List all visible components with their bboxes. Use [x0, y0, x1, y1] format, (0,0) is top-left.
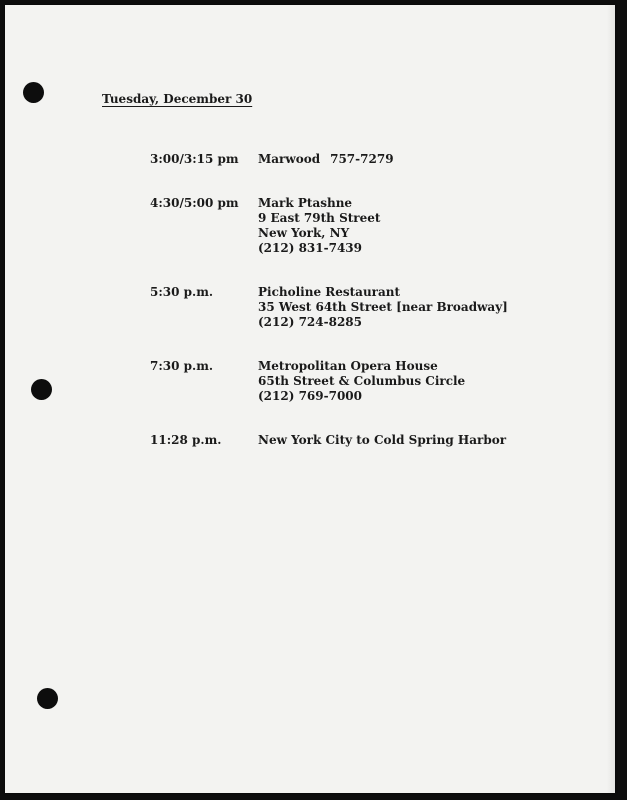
entry-time: 3:00/3:15 pm [150, 152, 239, 166]
entry-line: 35 West 64th Street [near Broadway] [258, 300, 508, 314]
entry-line: (212) 724-8285 [258, 315, 363, 329]
entry-details [258, 285, 508, 330]
entry-time: 5:30 p.m. [150, 285, 214, 299]
entry-line: Picholine Restaurant [258, 285, 401, 299]
entry-line: Metropolitan Opera House [258, 359, 438, 373]
entry-time: 7:30 p.m. [150, 359, 214, 373]
entry-details [258, 196, 380, 256]
entry-line: New York, NY [258, 226, 350, 240]
entry-line: New York City to Cold Spring Harbor [258, 433, 507, 447]
punch-hole-top [23, 82, 44, 103]
entry-time: 11:28 p.m. [150, 433, 222, 447]
entry-details [258, 359, 465, 404]
entry-details [258, 152, 394, 167]
punch-hole-bottom [37, 688, 58, 709]
entry-line: (212) 769-7000 [258, 389, 363, 403]
document-page [5, 5, 615, 793]
entry-time: 4:30/5:00 pm [150, 196, 239, 210]
entry-line: Mark Ptashne [258, 196, 353, 210]
punch-hole-middle [31, 379, 52, 400]
entry-name: Marwood [258, 152, 321, 166]
entry-line: (212) 831-7439 [258, 241, 363, 255]
entry-phone: 757-7279 [330, 152, 394, 166]
entry-line: 9 East 79th Street [258, 211, 381, 225]
entry-details [258, 433, 506, 448]
paper-edge-shadow [607, 5, 615, 793]
entry-line: 65th Street & Columbus Circle [258, 374, 466, 388]
date-heading: Tuesday, December 30 [102, 92, 253, 106]
